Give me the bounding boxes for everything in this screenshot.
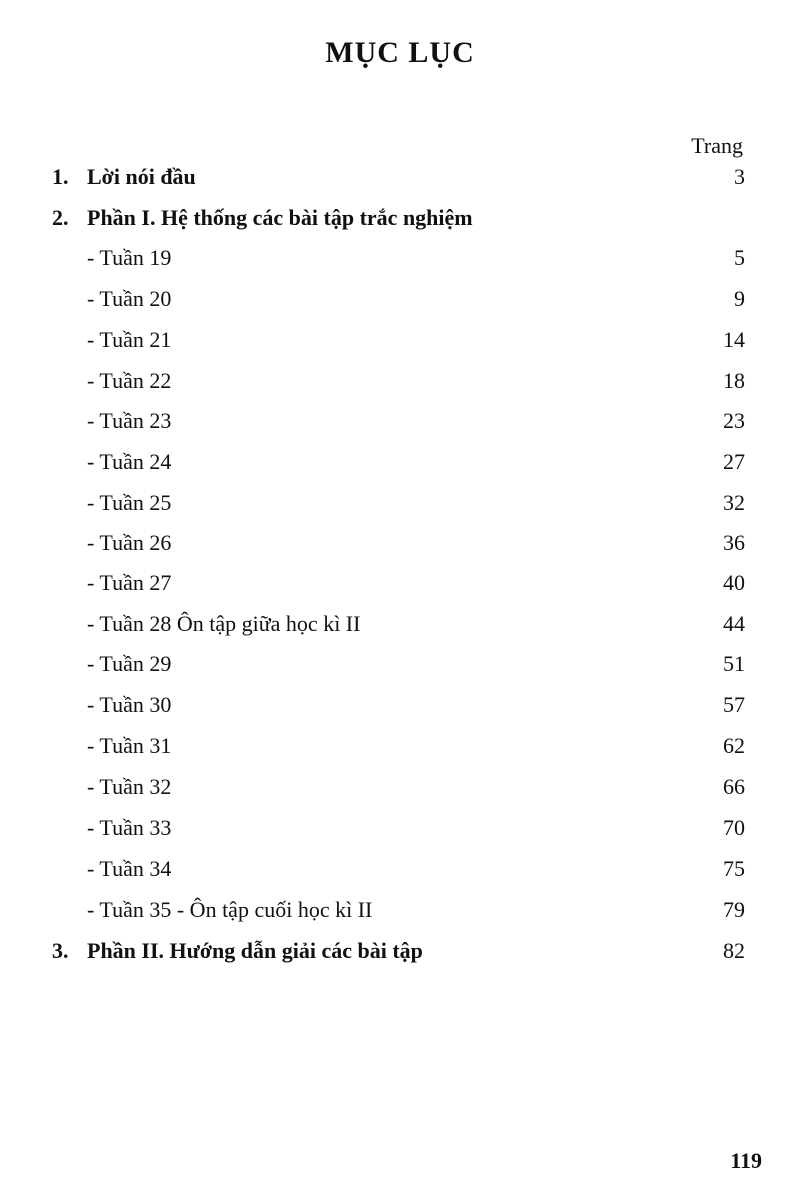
toc-entry-label: - Tuần 30 [87,692,172,717]
toc-entry-page: 9 [734,286,745,311]
toc-entry-page: 66 [723,774,745,799]
toc-entry-label: - Tuần 34 [87,856,172,881]
toc-entry [0,692,800,724]
toc-entry [0,570,800,602]
toc-entry-page: 36 [723,530,745,555]
toc-entry-number: 1. [52,164,69,189]
toc-entry-label: - Tuần 19 [87,245,172,270]
toc-entry [0,164,800,196]
toc-entry [0,327,800,359]
toc-entry-page: 18 [723,368,745,393]
toc-entry-label: - Tuần 21 [87,327,172,352]
toc-entry-page: 57 [723,692,745,717]
toc-entry [0,774,800,806]
toc-entry-page: 23 [723,408,745,433]
page-title: MỤC LỤC [325,36,475,69]
toc-entry-label: - Tuần 22 [87,368,172,393]
toc-entry [0,368,800,400]
toc-entry-label: - Tuần 32 [87,774,172,799]
toc-entry-page: 27 [723,449,745,474]
toc-entry-page: 70 [723,815,745,840]
toc-entry [0,245,800,277]
toc-entry-number: 3. [52,938,69,963]
toc-entry-label: - Tuần 24 [87,449,172,474]
toc-entry-label: - Tuần 33 [87,815,172,840]
toc-entry [0,286,800,318]
toc-entry-label: - Tuần 20 [87,286,172,311]
toc-entry [0,611,800,643]
toc-entry-label: - Tuần 28 Ôn tập giữa học kì II [87,611,361,636]
toc-entry [0,856,800,888]
toc-entry [0,651,800,683]
toc-entry [0,733,800,765]
toc-entry-label: - Tuần 31 [87,733,172,758]
toc-entry [0,530,800,562]
toc-entry [0,897,800,929]
toc-entry-label: Lời nói đầu [87,164,196,189]
toc-entry-page: 32 [723,490,745,515]
toc-entry-label: Phần I. Hệ thống các bài tập trắc nghiệm [87,205,473,230]
toc-entry [0,815,800,847]
toc-entry [0,205,800,237]
toc-entry-label: - Tuần 26 [87,530,172,555]
toc-entry [0,408,800,440]
toc-entry-label: - Tuần 29 [87,651,172,676]
toc-entry [0,490,800,522]
toc-entry-page: 3 [734,164,745,189]
toc-entry-page: 51 [723,651,745,676]
toc-entry-page: 75 [723,856,745,881]
toc-entry [0,449,800,481]
toc-entry [0,938,800,970]
toc-entry-page: 82 [723,938,745,963]
toc-entry-page: 5 [734,245,745,270]
page-number: 119 [730,1148,762,1173]
toc-entry-page: 40 [723,570,745,595]
toc-entry-page: 79 [723,897,745,922]
toc-entry-label: - Tuần 23 [87,408,172,433]
page-column-header: Trang [691,133,743,158]
toc-entry-label: Phần II. Hướng dẫn giải các bài tập [87,938,423,963]
toc-entry-label: - Tuần 27 [87,570,172,595]
toc-entry-page: 62 [723,733,745,758]
toc-entry-page: 14 [723,327,745,352]
toc-entry-page: 44 [723,611,745,636]
toc-entry-number: 2. [52,205,69,230]
toc-entry-label: - Tuần 25 [87,490,172,515]
toc-entry-label: - Tuần 35 - Ôn tập cuối học kì II [87,897,373,922]
